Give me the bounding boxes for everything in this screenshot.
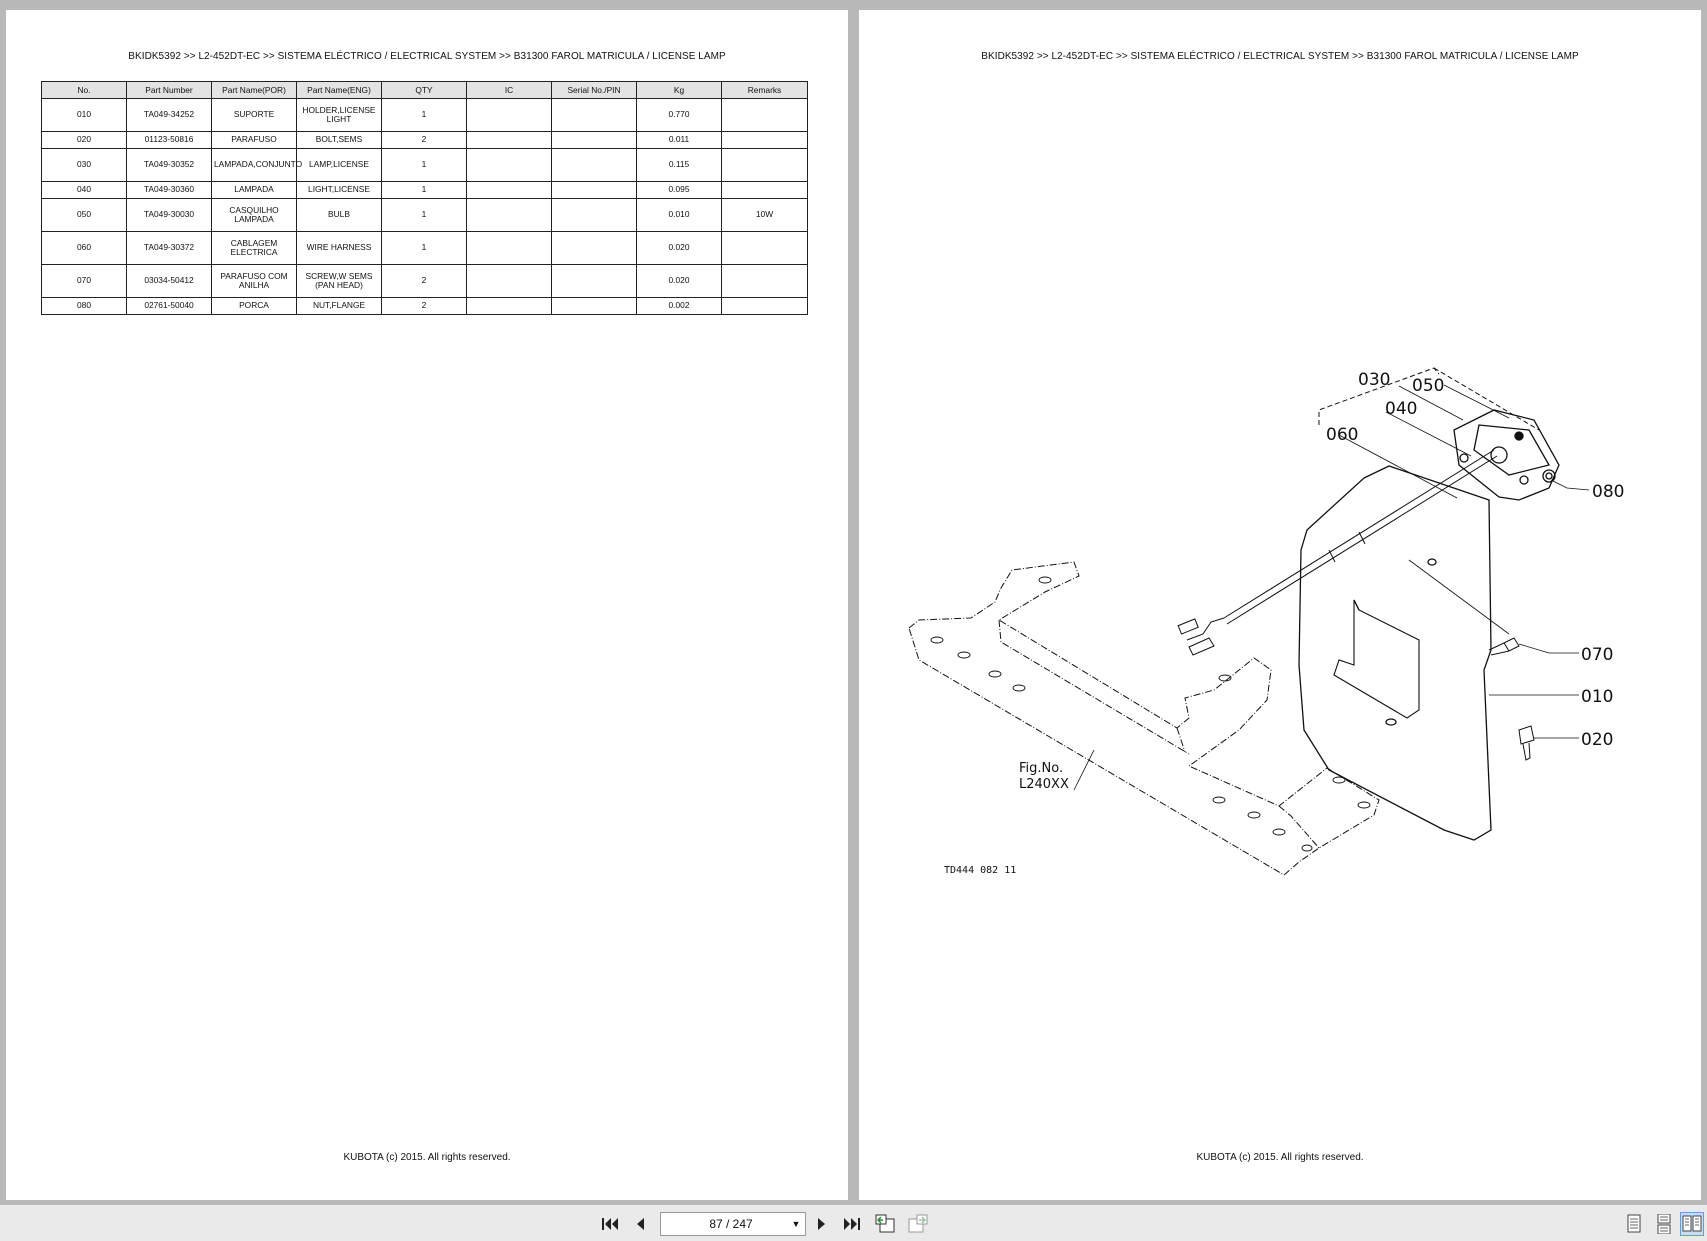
cell-kg: 0.011: [637, 132, 722, 149]
page-indicator: 87 / 247: [709, 1217, 753, 1231]
cell-qty: 1: [382, 182, 467, 199]
two-page-icon: [1682, 1214, 1702, 1234]
cell-serial: [552, 149, 637, 182]
cell-name-eng: LAMP,LICENSE: [297, 149, 382, 182]
cell-qty: 1: [382, 199, 467, 232]
cell-no: 080: [42, 298, 127, 315]
last-page-icon: [843, 1216, 861, 1232]
cell-part-number: TA049-34252: [127, 99, 212, 132]
cell-remarks: [722, 149, 808, 182]
table-row: [42, 265, 808, 298]
cell-name-por: PARAFUSO COM ANILHA: [212, 265, 297, 298]
cell-remarks: [722, 132, 808, 149]
cell-no: 040: [42, 182, 127, 199]
callout-030: 030: [1358, 370, 1391, 390]
cell-kg: 0.020: [637, 232, 722, 265]
table-header-row: [42, 82, 808, 99]
page-number-field[interactable]: [660, 1212, 806, 1236]
cell-part-number: 01123-50816: [127, 132, 212, 149]
fig-number-value: L240XX: [1019, 777, 1069, 792]
cell-kg: 0.020: [637, 265, 722, 298]
cell-remarks: [722, 298, 808, 315]
table-row: [42, 199, 808, 232]
cell-name-por: LAMPADA: [212, 182, 297, 199]
cell-name-por: CABLAGEM ELECTRICA: [212, 232, 297, 265]
col-header-qty: QTY: [382, 82, 467, 99]
cell-no: 030: [42, 149, 127, 182]
cell-name-eng: BULB: [297, 199, 382, 232]
table-row: [42, 182, 808, 199]
cell-part-number: 02761-50040: [127, 298, 212, 315]
cell-remarks: [722, 182, 808, 199]
col-header-name-por: Part Name(POR): [212, 82, 297, 99]
breadcrumb: BKIDK5392 >> L2-452DT-EC >> SISTEMA ELÉCTRICO / ELECTRICAL SYSTEM >> B31300 FAROL MATRICULA / LICENSE LAMP: [128, 51, 726, 62]
cell-remarks: [722, 265, 808, 298]
cell-kg: 0.770: [637, 99, 722, 132]
cell-ic: [467, 132, 552, 149]
cell-kg: 0.115: [637, 149, 722, 182]
go-back-view-button[interactable]: [873, 1212, 897, 1236]
cell-remarks: [722, 99, 808, 132]
next-page-button[interactable]: [810, 1212, 834, 1236]
cell-name-eng: NUT,FLANGE: [297, 298, 382, 315]
wire-harness-drawing: [1178, 450, 1497, 655]
viewer-toolbar: [0, 1204, 1707, 1241]
col-header-part-number: Part Number: [127, 82, 212, 99]
page-right: [859, 10, 1701, 1200]
cell-name-por: LAMPADA,CONJUNTO: [212, 149, 297, 182]
cell-ic: [467, 99, 552, 132]
first-page-icon: [601, 1216, 619, 1232]
cell-serial: [552, 265, 637, 298]
callout-080: 080: [1592, 482, 1625, 502]
cell-part-number: TA049-30030: [127, 199, 212, 232]
col-header-no: No.: [42, 82, 127, 99]
chevron-down-icon[interactable]: ▼: [791, 1219, 801, 1229]
cell-name-por: PARAFUSO: [212, 132, 297, 149]
cell-serial: [552, 99, 637, 132]
cell-name-eng: BOLT,SEMS: [297, 132, 382, 149]
breadcrumb: BKIDK5392 >> L2-452DT-EC >> SISTEMA ELÉCTRICO / ELECTRICAL SYSTEM >> B31300 FAROL MATRICULA / LICENSE LAMP: [981, 51, 1579, 62]
cell-kg: 0.095: [637, 182, 722, 199]
bolt-drawing: [1519, 726, 1534, 760]
next-view-icon: [907, 1214, 929, 1234]
cell-no: 050: [42, 199, 127, 232]
cell-serial: [552, 298, 637, 315]
table-row: [42, 232, 808, 265]
table-row: [42, 149, 808, 182]
col-header-remarks: Remarks: [722, 82, 808, 99]
col-header-name-eng: Part Name(ENG): [297, 82, 382, 99]
cell-serial: [552, 132, 637, 149]
cell-serial: [552, 232, 637, 265]
callout-050: 050: [1412, 376, 1445, 396]
cell-no: 070: [42, 265, 127, 298]
cell-serial: [552, 199, 637, 232]
fig-number-label: Fig.No.: [1019, 761, 1064, 776]
cell-name-por: PORCA: [212, 298, 297, 315]
callout-070: 070: [1581, 645, 1614, 665]
cell-kg: 0.010: [637, 199, 722, 232]
page-left: [6, 10, 848, 1200]
cell-name-por: CASQUILHO LAMPADA: [212, 199, 297, 232]
col-header-kg: Kg: [637, 82, 722, 99]
cell-no: 010: [42, 99, 127, 132]
cell-ic: [467, 298, 552, 315]
cell-ic: [467, 265, 552, 298]
cell-ic: [467, 182, 552, 199]
cell-ic: [467, 232, 552, 265]
continuous-page-icon: [1656, 1214, 1672, 1234]
table-row: [42, 298, 808, 315]
cell-kg: 0.002: [637, 298, 722, 315]
previous-view-icon: [874, 1214, 896, 1234]
cell-no: 060: [42, 232, 127, 265]
screw-drawing: [1489, 638, 1519, 655]
cell-qty: 1: [382, 99, 467, 132]
cell-serial: [552, 182, 637, 199]
cell-part-number: TA049-30352: [127, 149, 212, 182]
cell-no: 020: [42, 132, 127, 149]
cell-part-number: 03034-50412: [127, 265, 212, 298]
previous-page-icon: [633, 1216, 647, 1232]
next-page-icon: [815, 1216, 829, 1232]
callout-020: 020: [1581, 730, 1614, 750]
cell-name-eng: SCREW,W SEMS (PAN HEAD): [297, 265, 382, 298]
cell-part-number: TA049-30372: [127, 232, 212, 265]
frame-bracket-drawing: [909, 562, 1379, 875]
cell-qty: 2: [382, 265, 467, 298]
previous-page-button[interactable]: [628, 1212, 652, 1236]
drawing-code: TD444 082 11: [944, 865, 1017, 876]
copyright-footer: KUBOTA (c) 2015. All rights reserved.: [343, 1152, 511, 1163]
cell-remarks: 10W: [722, 199, 808, 232]
go-forward-view-button[interactable]: [906, 1212, 930, 1236]
continuous-view-button[interactable]: [1652, 1212, 1676, 1236]
single-page-view-button[interactable]: [1622, 1212, 1646, 1236]
callout-010: 010: [1581, 687, 1614, 707]
cell-qty: 2: [382, 132, 467, 149]
cell-qty: 1: [382, 232, 467, 265]
col-header-serial: Serial No./PIN: [552, 82, 637, 99]
cell-name-eng: HOLDER,LICENSE LIGHT: [297, 99, 382, 132]
cell-qty: 2: [382, 298, 467, 315]
cell-qty: 1: [382, 149, 467, 182]
table-row: [42, 132, 808, 149]
cell-ic: [467, 149, 552, 182]
copyright-footer: KUBOTA (c) 2015. All rights reserved.: [1196, 1152, 1364, 1163]
license-holder-plate-drawing: [1299, 466, 1491, 840]
cell-remarks: [722, 232, 808, 265]
first-page-button[interactable]: [598, 1212, 622, 1236]
cell-ic: [467, 199, 552, 232]
exploded-parts-diagram: [859, 10, 1701, 1200]
parts-table: [41, 81, 808, 315]
two-page-view-button[interactable]: [1680, 1212, 1704, 1236]
cell-name-eng: LIGHT,LICENSE: [297, 182, 382, 199]
table-row: [42, 99, 808, 132]
last-page-button[interactable]: [840, 1212, 864, 1236]
single-page-icon: [1626, 1214, 1642, 1234]
col-header-ic: IC: [467, 82, 552, 99]
callout-040: 040: [1385, 399, 1418, 419]
cell-part-number: TA049-30360: [127, 182, 212, 199]
cell-name-eng: WIRE HARNESS: [297, 232, 382, 265]
cell-name-por: SUPORTE: [212, 99, 297, 132]
callout-060: 060: [1326, 425, 1359, 445]
